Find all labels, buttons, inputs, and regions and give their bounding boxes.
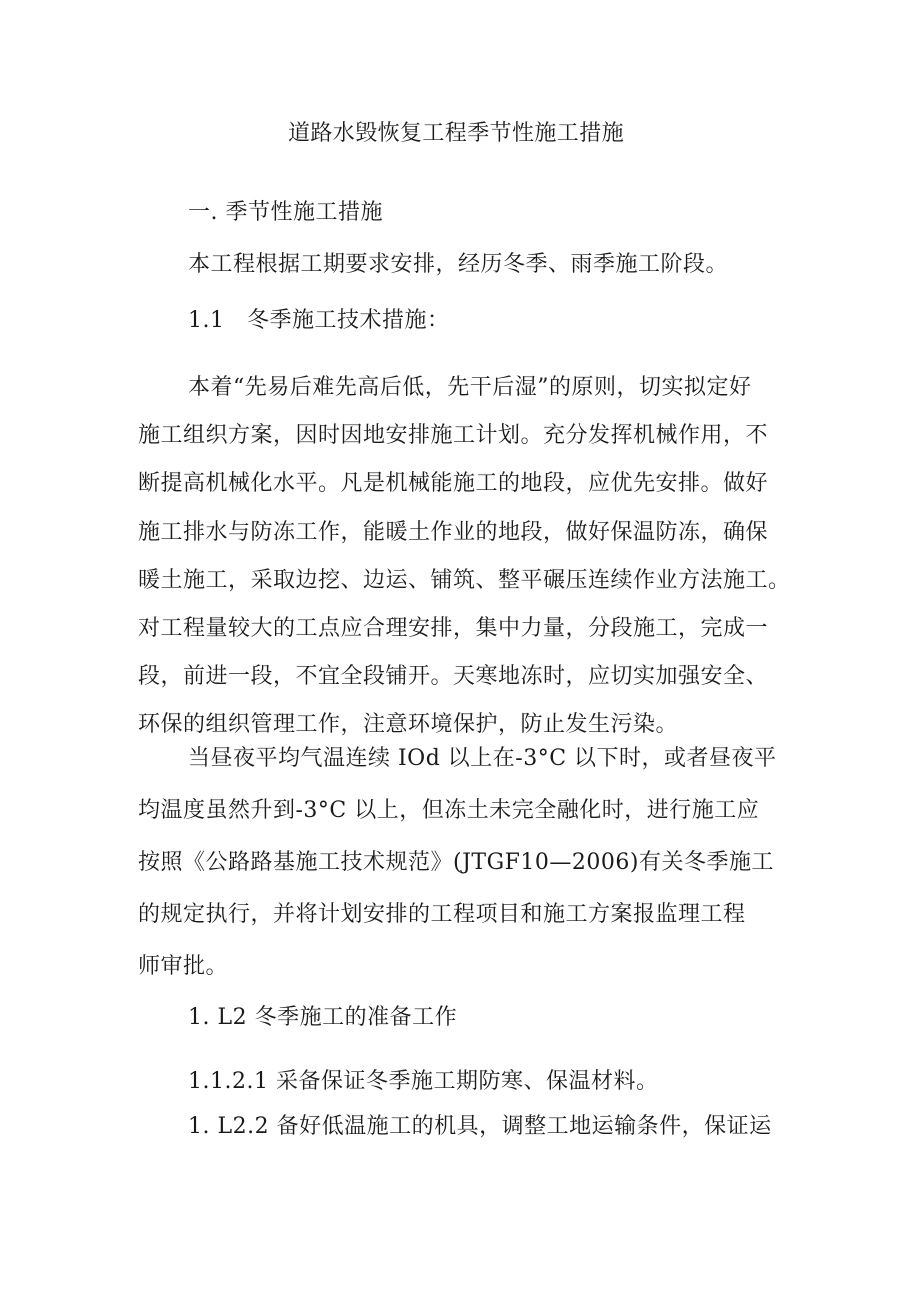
subsection-heading-1-1-2: 1. L2 冬季施工的准备工作 [188,1005,458,1030]
intro-paragraph: 本工程根据工期要求安排，经历冬季、雨季施工阶段。 [188,252,729,277]
paragraph-line: 断提高机械化水平。凡是机械能施工的地段，应优先安排。做好 [138,471,769,496]
paragraph-line: 环保的组织管理工作，注意环境保护，防止发生污染。 [138,712,679,737]
list-item: 1. L2.2 备好低温施工的机具，调整工地运输条件，保证运 [188,1114,772,1139]
paragraph-line: 本着“先易后难先高后低，先干后湿”的原则，切实拟定好 [188,375,752,400]
document-title: 道路水毁恢复工程季节性施工措施 [288,121,625,146]
paragraph-line: 师审批。 [138,954,229,979]
list-item: 1.1.2.1 采备保证冬季施工期防寒、保温材料。 [188,1069,659,1094]
paragraph-line: 按照《公路路基施工技术规范》(JTGF10—2006)有关冬季施工 [138,850,774,875]
paragraph-line: 暖土施工，采取边挖、边运、铺筑、整平碾压连续作业方法施工。 [138,568,791,593]
paragraph-line: 当昼夜平均气温连续 IOd 以上在-3°C 以下时，或者昼夜平 [188,746,777,771]
paragraph-line: 施工组织方案，因时因地安排施工计划。充分发挥机械作用，不 [138,423,769,448]
paragraph-line: 的规定执行，并将计划安排的工程项目和施工方案报监理工程 [138,902,746,927]
paragraph-line: 段，前进一段，不宜全段铺开。天寒地冻时，应切实加强安全、 [138,664,769,689]
paragraph-line: 施工排水与防冻工作，能暖土作业的地段，做好保温防冻，确保 [138,520,769,545]
paragraph-line: 均温度虽然升到-3°C 以上，但冻土未完全融化时，进行施工应 [138,798,760,823]
section-heading: 一. 季节性施工措施 [188,200,383,225]
paragraph-line: 对工程量较大的工点应合理安排，集中力量，分段施工，完成一 [138,616,769,641]
subsection-heading-1-1: 1.1 冬季施工技术措施： [188,308,450,333]
